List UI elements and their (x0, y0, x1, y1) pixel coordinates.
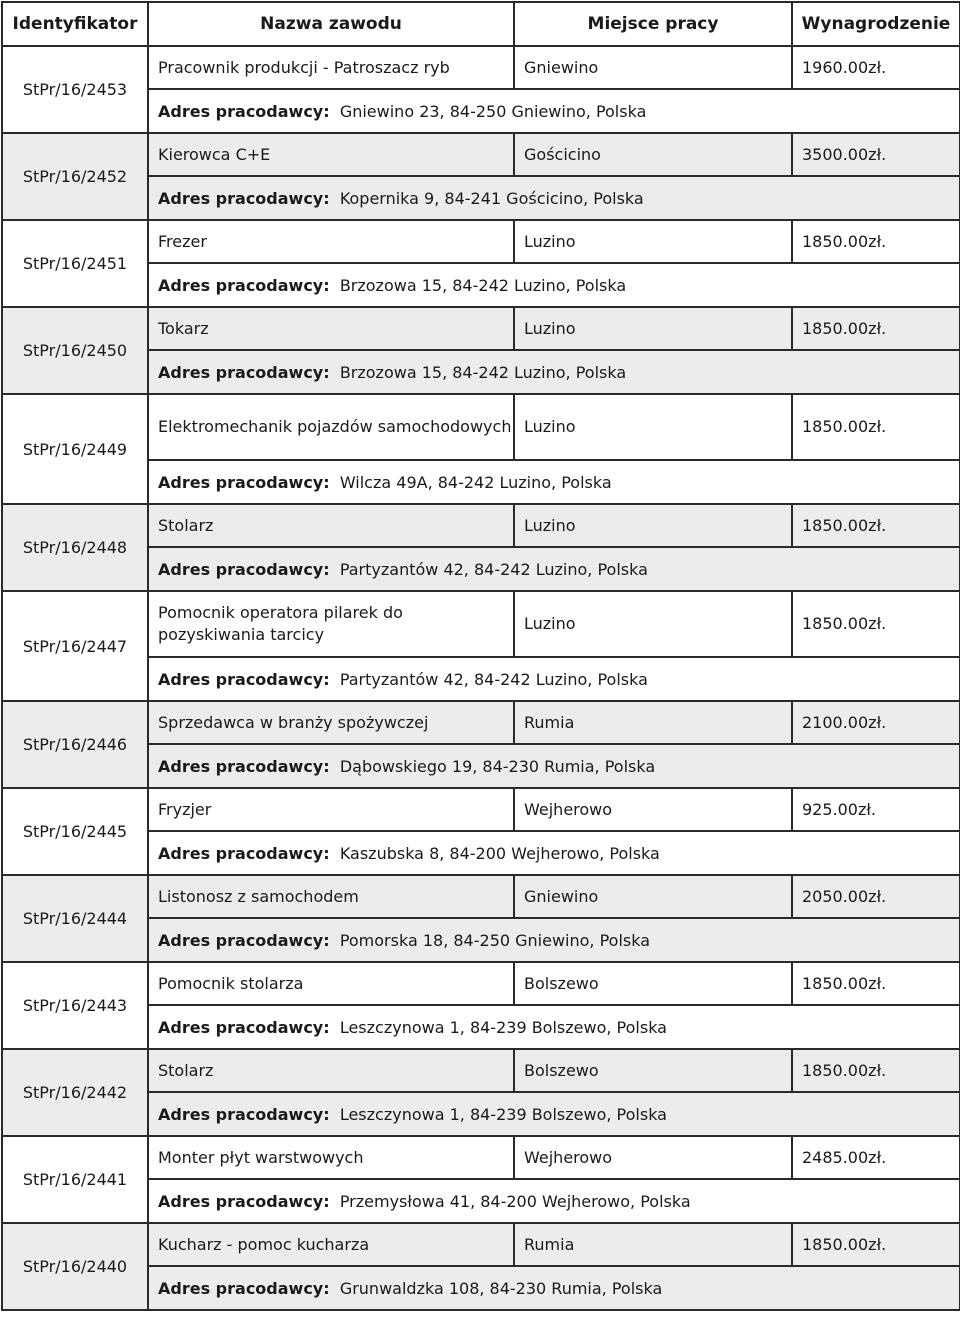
table-row (2, 307, 960, 350)
job-place: Gniewino (514, 875, 792, 918)
address-value: Partyzantów 42, 84-242 Luzino, Polska (339, 669, 648, 689)
offer-id: StPr/16/2451 (2, 220, 148, 307)
address-value: Grunwaldzka 108, 84-230 Rumia, Polska (339, 1278, 663, 1298)
job-place: Bolszewo (514, 962, 792, 1005)
employer-address (148, 460, 960, 504)
employer-address (148, 1092, 960, 1136)
address-label: Adres pracodawcy: (158, 843, 330, 863)
address-value: Leszczynowa 1, 84-239 Bolszewo, Polska (339, 1104, 667, 1124)
employer-address (148, 744, 960, 788)
header-name: Nazwa zawodu (148, 2, 514, 46)
job-salary: 1850.00zł. (792, 1223, 960, 1266)
employer-address (148, 831, 960, 875)
address-value: Pomorska 18, 84-250 Gniewino, Polska (339, 930, 651, 950)
address-label: Adres pracodawcy: (158, 1191, 330, 1211)
offer-id: StPr/16/2447 (2, 591, 148, 701)
address-value: Przemysłowa 41, 84-200 Wejherowo, Polska (339, 1191, 691, 1211)
offer-id: StPr/16/2440 (2, 1223, 148, 1310)
employer-address (148, 1266, 960, 1310)
address-value: Gniewino 23, 84-250 Gniewino, Polska (339, 101, 647, 121)
address-label: Adres pracodawcy: (158, 275, 330, 295)
address-value: Brzozowa 15, 84-242 Luzino, Polska (339, 362, 627, 382)
employer-address (148, 350, 960, 394)
offer-id: StPr/16/2445 (2, 788, 148, 875)
employer-address (148, 918, 960, 962)
job-name: Pomocnik operatora pilarek do pozyskiwania tarcicy (148, 591, 514, 657)
address-label: Adres pracodawcy: (158, 669, 330, 689)
job-salary: 3500.00zł. (792, 133, 960, 176)
job-place: Gościcino (514, 133, 792, 176)
header-place: Miejsce pracy (514, 2, 792, 46)
address-value: Brzozowa 15, 84-242 Luzino, Polska (339, 275, 627, 295)
job-name: Pomocnik stolarza (148, 962, 514, 1005)
job-place: Rumia (514, 1223, 792, 1266)
job-place: Gniewino (514, 46, 792, 89)
address-value: Partyzantów 42, 84-242 Luzino, Polska (339, 559, 648, 579)
address-label: Adres pracodawcy: (158, 559, 330, 579)
job-offers-table (1, 1, 960, 1311)
table-row (2, 46, 960, 89)
address-label: Adres pracodawcy: (158, 362, 330, 382)
address-value: Kaszubska 8, 84-200 Wejherowo, Polska (339, 843, 660, 863)
job-place: Luzino (514, 591, 792, 657)
job-salary: 2050.00zł. (792, 875, 960, 918)
job-place: Rumia (514, 701, 792, 744)
header-pay: Wynagrodzenie (792, 2, 960, 46)
job-place: Luzino (514, 307, 792, 350)
job-name: Stolarz (148, 504, 514, 547)
job-place: Luzino (514, 220, 792, 263)
table-body (2, 46, 960, 1310)
job-salary: 1850.00zł. (792, 504, 960, 547)
table-row (2, 591, 960, 657)
employer-address (148, 1179, 960, 1223)
employer-address (148, 547, 960, 591)
job-name: Elektromechanik pojazdów samochodowych (148, 394, 514, 460)
job-salary: 925.00zł. (792, 788, 960, 831)
address-label: Adres pracodawcy: (158, 1017, 330, 1037)
offer-id: StPr/16/2442 (2, 1049, 148, 1136)
offer-id: StPr/16/2453 (2, 46, 148, 133)
job-salary: 1850.00zł. (792, 307, 960, 350)
address-value: Dąbowskiego 19, 84-230 Rumia, Polska (339, 756, 656, 776)
job-salary: 1850.00zł. (792, 394, 960, 460)
job-name: Fryzjer (148, 788, 514, 831)
table-row (2, 788, 960, 831)
offer-id: StPr/16/2446 (2, 701, 148, 788)
job-name: Kucharz - pomoc kucharza (148, 1223, 514, 1266)
offer-id: StPr/16/2444 (2, 875, 148, 962)
offer-id: StPr/16/2443 (2, 962, 148, 1049)
job-salary: 2485.00zł. (792, 1136, 960, 1179)
job-name: Monter płyt warstwowych (148, 1136, 514, 1179)
job-name: Stolarz (148, 1049, 514, 1092)
offer-id: StPr/16/2448 (2, 504, 148, 591)
table-row (2, 394, 960, 460)
address-label: Adres pracodawcy: (158, 1104, 330, 1124)
table-row (2, 1136, 960, 1179)
job-salary: 1850.00zł. (792, 1049, 960, 1092)
job-place: Luzino (514, 394, 792, 460)
table-header-row (2, 2, 960, 46)
offer-id: StPr/16/2452 (2, 133, 148, 220)
employer-address (148, 176, 960, 220)
address-label: Adres pracodawcy: (158, 1278, 330, 1298)
table-row (2, 133, 960, 176)
job-salary: 2100.00zł. (792, 701, 960, 744)
address-value: Leszczynowa 1, 84-239 Bolszewo, Polska (339, 1017, 667, 1037)
job-name: Listonosz z samochodem (148, 875, 514, 918)
table-row (2, 962, 960, 1005)
job-place: Bolszewo (514, 1049, 792, 1092)
table-row (2, 1223, 960, 1266)
offer-id: StPr/16/2441 (2, 1136, 148, 1223)
address-value: Kopernika 9, 84-241 Gościcino, Polska (339, 188, 644, 208)
job-place: Wejherowo (514, 788, 792, 831)
job-name: Tokarz (148, 307, 514, 350)
employer-address (148, 657, 960, 701)
job-place: Luzino (514, 504, 792, 547)
job-name: Sprzedawca w branży spożywczej (148, 701, 514, 744)
table-row (2, 504, 960, 547)
address-label: Adres pracodawcy: (158, 756, 330, 776)
offer-id: StPr/16/2450 (2, 307, 148, 394)
table-row (2, 220, 960, 263)
job-salary: 1850.00zł. (792, 220, 960, 263)
employer-address (148, 89, 960, 133)
address-label: Adres pracodawcy: (158, 930, 330, 950)
job-place: Wejherowo (514, 1136, 792, 1179)
address-value: Wilcza 49A, 84-242 Luzino, Polska (339, 472, 612, 492)
address-label: Adres pracodawcy: (158, 472, 330, 492)
job-salary: 1850.00zł. (792, 962, 960, 1005)
job-salary: 1960.00zł. (792, 46, 960, 89)
offer-id: StPr/16/2449 (2, 394, 148, 504)
table-row (2, 1049, 960, 1092)
job-salary: 1850.00zł. (792, 591, 960, 657)
table-row (2, 875, 960, 918)
header-id: Identyfikator (2, 2, 148, 46)
address-label: Adres pracodawcy: (158, 188, 330, 208)
job-name: Kierowca C+E (148, 133, 514, 176)
address-label: Adres pracodawcy: (158, 101, 330, 121)
job-name: Pracownik produkcji - Patroszacz ryb (148, 46, 514, 89)
employer-address (148, 263, 960, 307)
table-row (2, 701, 960, 744)
employer-address (148, 1005, 960, 1049)
job-name: Frezer (148, 220, 514, 263)
